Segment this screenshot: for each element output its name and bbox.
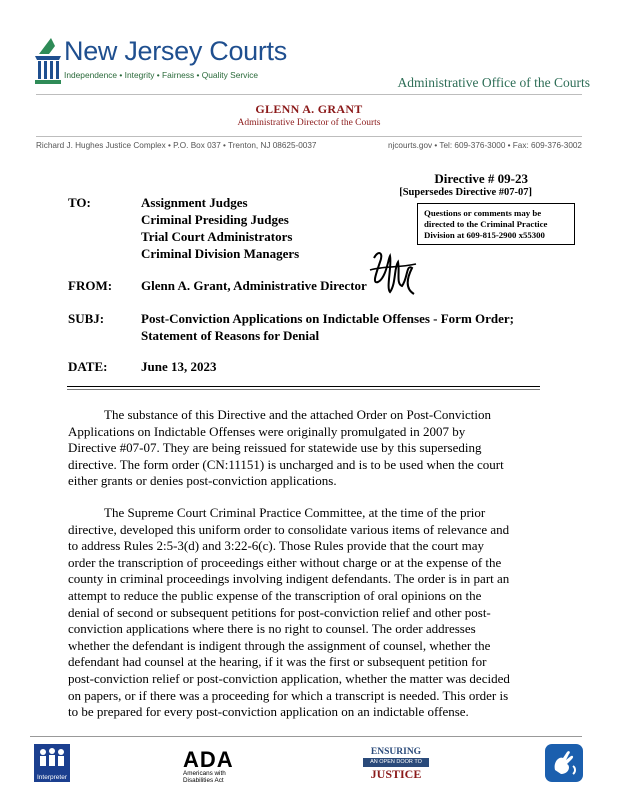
questions-line: directed to the Criminal Practice (424, 219, 548, 229)
justice-text: JUSTICE (370, 767, 422, 781)
director-title: Administrative Director of the Courts (237, 118, 381, 128)
text-line: county in criminal proceedings involving indigent defendants. The order is in part an (68, 571, 510, 587)
text-line: Applications on Indictable Offenses were originally promulgated in 2007 by (68, 423, 466, 439)
directive-number: Directive # 09-23 (434, 171, 528, 186)
logo-title: New Jersey Courts (64, 36, 287, 66)
date-label: DATE: (68, 359, 108, 374)
questions-box (417, 203, 575, 245)
paragraph-2 (68, 505, 552, 721)
text-line: directive. The form order (CN:11151) is uncharged and is to be used when the court (68, 456, 504, 472)
subj-line: Post-Conviction Applications on Indictable Offenses - Form Order; (141, 311, 515, 326)
supersedes-note: [Supersedes Directive #07-07] (399, 187, 532, 198)
subj-label: SUBJ: (68, 311, 105, 326)
text-line: to address Rules 2:5-3(d) and 3:22-6(c). Those Rules provide that the court may (68, 538, 485, 554)
text-line: Directive #07-07. They are being reissued for statewide use by this superseding (68, 440, 482, 456)
nj-courts-logo-icon (33, 34, 63, 86)
text-line: to be prepared for every post-conviction application on an indictable offense. (68, 704, 469, 720)
text-line: whether the defendant is indigent through the assignment of counsel, whether the (68, 637, 491, 653)
logo-tagline: Independence • Integrity • Fairness • Quality Service (64, 70, 259, 80)
from-value: Glenn A. Grant, Administrative Director (141, 278, 367, 293)
director-name: GLENN A. GRANT (255, 102, 363, 116)
paragraph-1 (68, 407, 552, 490)
questions-line: Division at 609-815-2900 x55300 (424, 230, 545, 240)
to-label: TO: (68, 195, 91, 210)
text-line: The Supreme Court Criminal Practice Committee, at the time of the prior (104, 505, 486, 520)
to-recipient: Criminal Division Managers (141, 246, 300, 261)
address-row (36, 141, 582, 150)
from-label: FROM: (68, 278, 113, 293)
interpreter-label: Interpreter (37, 774, 67, 781)
date-value: June 13, 2023 (141, 359, 217, 374)
text-line: directive, developed this uniform order to consolidate various items of relevance and (68, 521, 510, 537)
text-line: on papers, or if there was a proceeding for which a transcript is needed. This order is (68, 687, 509, 703)
contact-text: njcourts.gov • Tel: 609-376-3000 • Fax: 609-376-3002 (387, 141, 582, 150)
to-recipient: Assignment Judges (141, 195, 248, 210)
subj-line: Statement of Reasons for Denial (141, 328, 320, 343)
text-line: attempt to reduce the public expense of the transcription of oral opinions on the (68, 587, 482, 603)
text-line: order the transcription of proceedings either without charge or at the expense of the (68, 554, 502, 570)
open-door-text: AN OPEN DOOR TO (363, 758, 429, 767)
text-line: either grants or denies post-conviction applications. (68, 473, 337, 489)
ada-subtitle: Americans with Disabilities Act (183, 770, 226, 784)
text-line: defendant had counsel at the hearing, if it was the first or subsequent petition for (68, 654, 487, 670)
address-divider (36, 136, 582, 137)
header-divider (36, 94, 582, 95)
text-line: post-conviction relief or post-conviction application, whether the matter was decided (68, 670, 510, 686)
text-line: conviction applications where there is no right to counsel. The order addresses (68, 621, 476, 637)
signature-icon (368, 248, 418, 300)
ensuring-text: ENSURING (370, 747, 422, 757)
ada-logo: ADA (183, 747, 234, 772)
sign-language-icon (545, 744, 583, 782)
footer-divider (30, 736, 582, 737)
text-line: The substance of this Directive and the attached Order on Post-Conviction (104, 407, 492, 422)
to-recipient: Criminal Presiding Judges (141, 212, 289, 227)
to-recipient: Trial Court Administrators (141, 229, 293, 244)
questions-line: Questions or comments may be (424, 208, 542, 218)
text-line: denial of second or subsequent petitions for post-conviction relief and other post- (68, 604, 491, 620)
address-text: Richard J. Hughes Justice Complex • P.O. Box 037 • Trenton, NJ 08625-0037 (36, 141, 317, 150)
office-name: Administrative Office of the Courts (397, 75, 590, 90)
memo-divider (67, 386, 540, 390)
